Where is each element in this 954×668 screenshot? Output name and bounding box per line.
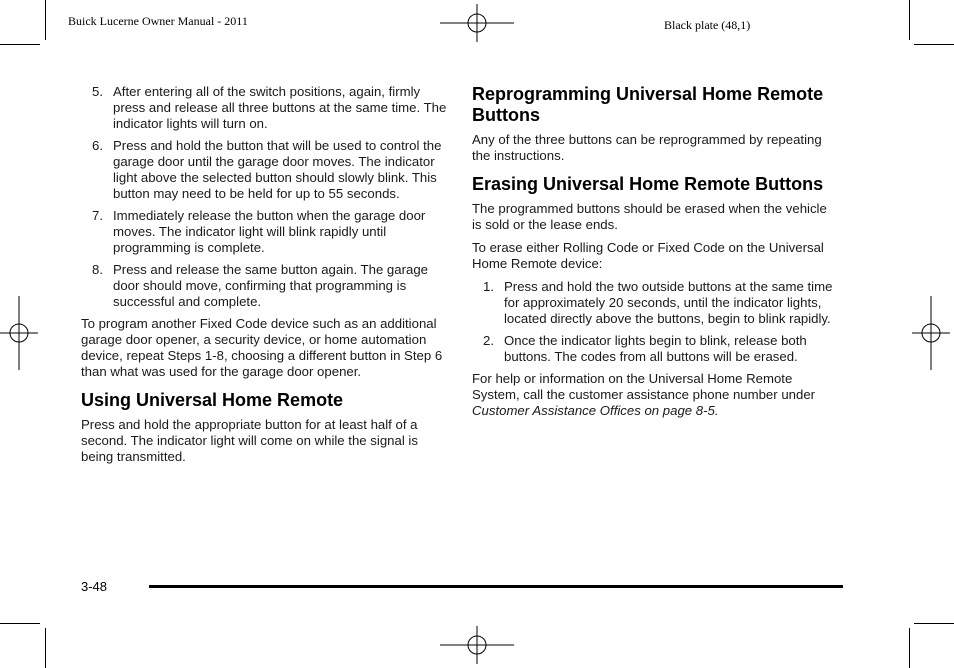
step-text: Immediately release the button when the garage door moves. The indicator light will blink rapidly until programming is complete. — [113, 208, 426, 255]
page-number: 3-48 — [81, 579, 108, 594]
crop-mark — [0, 44, 40, 45]
list-item — [472, 333, 834, 365]
crop-mark — [45, 628, 46, 668]
left-column — [81, 84, 451, 472]
step-text: Once the indicator lights begin to blink, release both buttons. The codes from all buttons will be erased. — [504, 333, 807, 364]
step-text: Press and hold the two outside buttons at the same time for approximately 20 seconds, until the indicator lights, located directly above the buttons, begin to blink rapidly. — [504, 279, 833, 326]
manual-title: Buick Lucerne Owner Manual - 2011 — [68, 14, 248, 28]
step-number: 2. — [483, 333, 494, 348]
heading-reprogramming: Reprogramming Universal Home Remote Buttons — [472, 84, 824, 125]
crop-mark — [45, 0, 46, 40]
footer-rule — [149, 585, 843, 588]
heading-using: Using Universal Home Remote — [81, 390, 344, 410]
registration-mark-right — [912, 296, 950, 370]
step-number: 5. — [92, 84, 103, 99]
crop-mark — [909, 628, 910, 668]
help-text: For help or information on the Universal Home Remote System, call the customer assistance phone number under — [472, 371, 816, 402]
plate-label: Black plate (48,1) — [664, 18, 751, 32]
list-item — [472, 279, 834, 327]
paragraph-reprogramming: Any of the three buttons can be reprogrammed by repeating the instructions. — [472, 132, 822, 163]
registration-mark-top — [440, 4, 514, 42]
list-item — [81, 138, 451, 202]
step-text: Press and hold the button that will be used to control the garage door until the garage door moves. The indicator light above the selected button should slowly blink. This button may need to be held for up to 55 seconds. — [113, 138, 442, 201]
list-item — [81, 208, 451, 256]
help-reference: Customer Assistance Offices on page 8-5. — [472, 403, 719, 418]
step-number: 8. — [92, 262, 103, 277]
paragraph-erasing-2: To erase either Rolling Code or Fixed Code on the Universal Home Remote device: — [472, 240, 824, 271]
crop-mark — [0, 623, 40, 624]
step-number: 6. — [92, 138, 103, 153]
registration-mark-bottom — [440, 626, 514, 664]
paragraph-help — [472, 371, 834, 419]
step-number: 7. — [92, 208, 103, 223]
paragraph-using: Press and hold the appropriate button for at least half of a second. The indicator light will come on while the signal is being transmitted. — [81, 417, 418, 464]
heading-erasing: Erasing Universal Home Remote Buttons — [472, 174, 824, 194]
list-item — [81, 84, 451, 132]
paragraph-other-device: To program another Fixed Code device such as an additional garage door opener, a security device, or home automation device, repeat Steps 1-8, choosing a different button in Step 6 than what was used for the garage door opener. — [81, 316, 443, 379]
right-column — [472, 84, 834, 426]
crop-mark — [909, 0, 910, 40]
step-text: After entering all of the switch positions, again, firmly press and release all three buttons at the same time. The indicator lights will turn on. — [113, 84, 447, 131]
list-item — [81, 262, 451, 310]
crop-mark — [914, 44, 954, 45]
step-number: 1. — [483, 279, 494, 294]
crop-mark — [914, 623, 954, 624]
step-text: Press and release the same button again. The garage door should move, confirming that programming is successful and complete. — [113, 262, 428, 309]
paragraph-erasing-1: The programmed buttons should be erased when the vehicle is sold or the lease ends. — [472, 201, 827, 232]
registration-mark-left — [0, 296, 38, 370]
